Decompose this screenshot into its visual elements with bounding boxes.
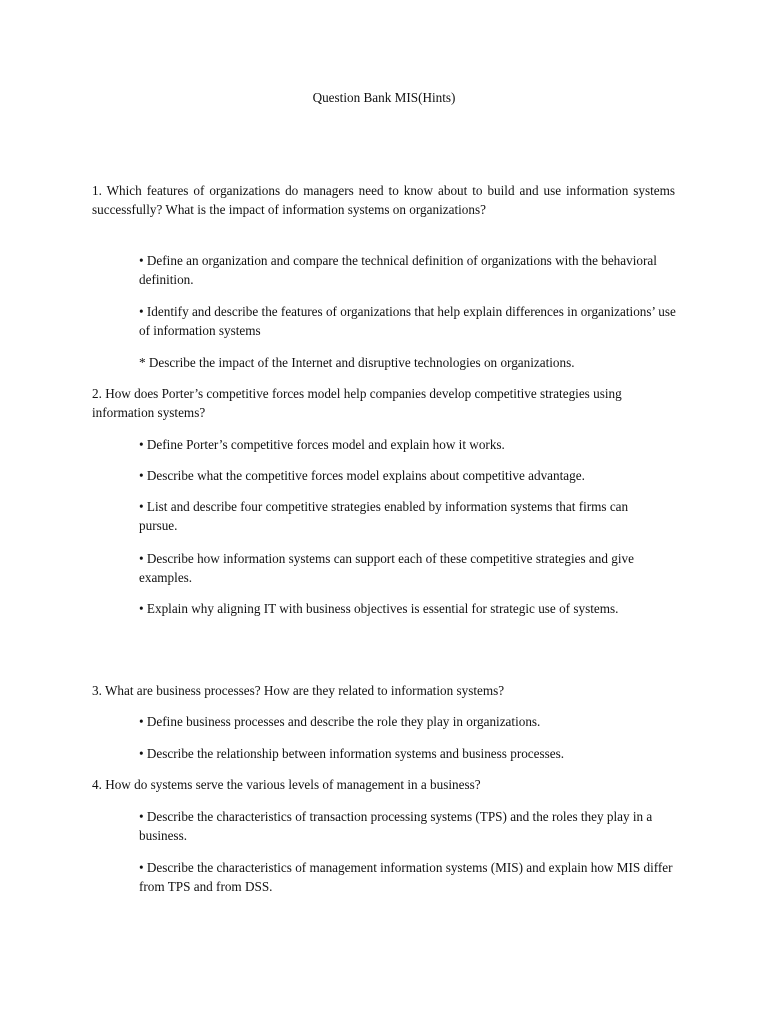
question-4: 4. How do systems serve the various levels of management in a business? (92, 777, 481, 792)
question-1-hint-2: • Identify and describe the features of organizations that help explain differences in organizations’ use of information systems (139, 304, 676, 338)
question-2-hint-3: • List and describe four competitive strategies enabled by information systems that firms can pursue. (139, 499, 629, 533)
question-3-hint-1: • Define business processes and describe the role they play in organizations. (139, 714, 541, 729)
question-2-hint-5: • Explain why aligning IT with business objectives is essential for strategic use of systems. (139, 601, 619, 616)
question-2-hint-4: • Describe how information systems can support each of these competitive strategies and give examples. (139, 551, 634, 585)
question-2-hint-2: • Describe what the competitive forces model explains about competitive advantage. (139, 468, 585, 483)
question-1: 1. Which features of organizations do managers need to know about to build and use information systems successfully? What is the impact of information systems on organizations? (92, 183, 675, 217)
question-3-hint-2: • Describe the relationship between information systems and business processes. (139, 746, 565, 761)
question-1-hint-1: • Define an organization and compare the technical definition of organizations with the behavioral definition. (139, 253, 657, 287)
question-4-hint-1: • Describe the characteristics of transaction processing systems (TPS) and the roles they play in a business. (139, 809, 653, 843)
question-2-hint-1: • Define Porter’s competitive forces model and explain how it works. (139, 437, 505, 452)
question-4-hint-2: • Describe the characteristics of management information systems (MIS) and explain how MIS differ from TPS and from DSS. (139, 860, 673, 894)
question-2: 2. How does Porter’s competitive forces model help companies develop competitive strategies using information systems? (92, 386, 622, 420)
page-title: Question Bank MIS(Hints) (312, 90, 456, 105)
question-3: 3. What are business processes? How are they related to information systems? (92, 683, 505, 698)
question-1-hint-3: * Describe the impact of the Internet and disruptive technologies on organizations. (139, 355, 575, 370)
